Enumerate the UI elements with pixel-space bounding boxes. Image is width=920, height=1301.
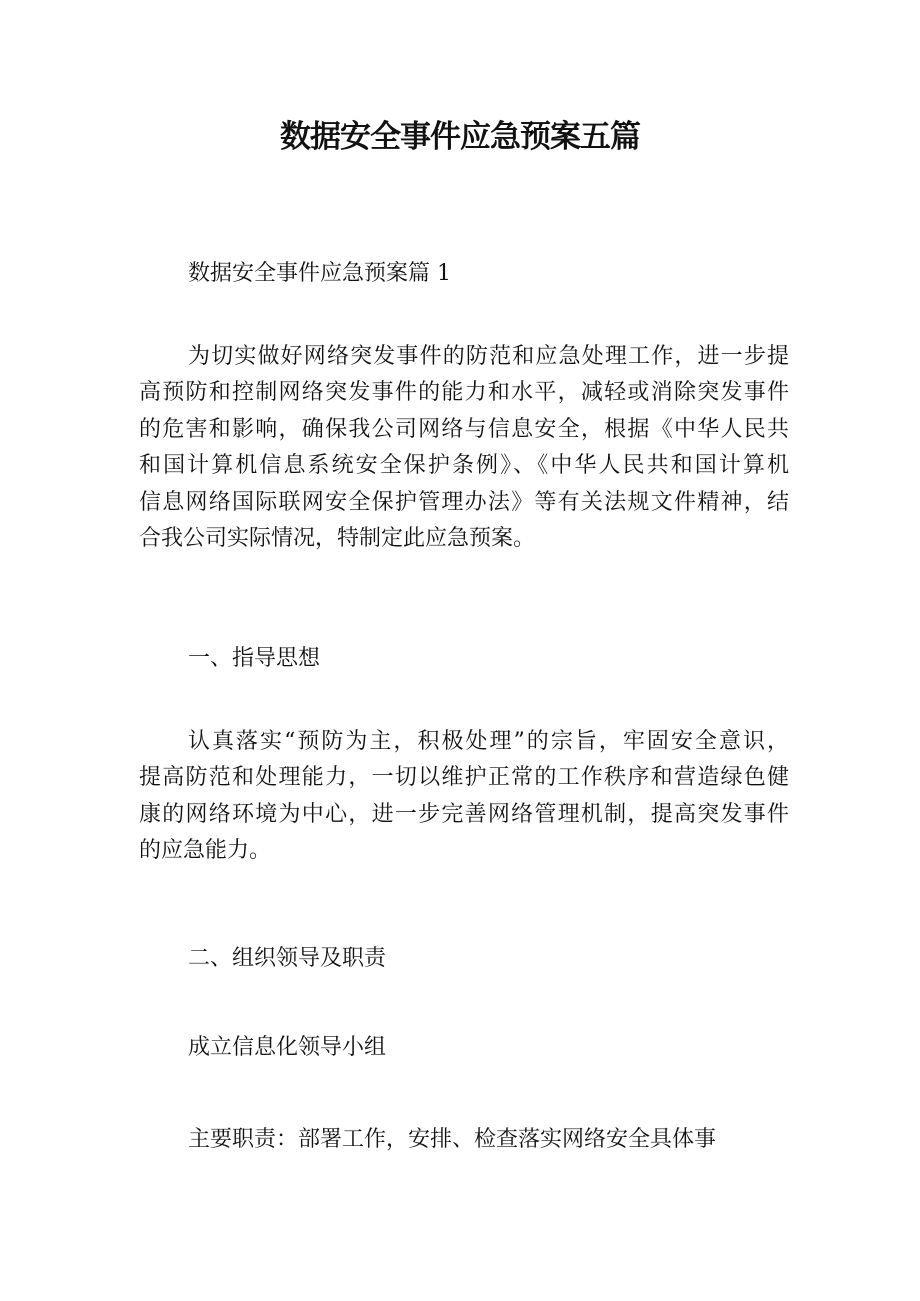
heading-guiding-principle: 一、指导思想 (188, 646, 321, 671)
paragraph-line: 康的网络环境为中心，进一步完善网络管理机制，提高突发事件 (139, 801, 789, 827)
guiding-paragraph (139, 724, 789, 870)
paragraph-line: 为切实做好网络突发事件的防范和应急处理工作，进一步提 (188, 344, 789, 369)
paragraph-line: 高预防和控制网络突发事件的能力和水平，减轻或消除突发事件 (139, 380, 789, 406)
heading-organization: 二、组织领导及职责 (188, 946, 387, 971)
duties-line: 主要职责：部署工作，安排、检查落实网络安全具体事 (188, 1127, 717, 1152)
paragraph-line: 的危害和影响，确保我公司网络与信息安全，根据《中华人民共 (139, 416, 789, 442)
paragraph-line: 合我公司实际情况，特制定此应急预案。 (139, 526, 536, 552)
paragraph-line: 的应急能力。 (139, 838, 272, 864)
paragraph-line: 提高防范和处理能力，一切以维护正常的工作秩序和营造绿色健 (139, 765, 789, 791)
group-line: 成立信息化领导小组 (188, 1035, 387, 1060)
document-title: 数据安全事件应急预案五篇 (280, 119, 640, 155)
intro-paragraph (139, 339, 789, 557)
paragraph-line: 信息网络国际联网安全保护管理办法》等有关法规文件精神，结 (139, 489, 789, 515)
paragraph-line: 和国计算机信息系统安全保护条例》、《中华人民共和国计算机 (139, 453, 789, 479)
section-title: 数据安全事件应急预案篇 1 (188, 261, 451, 286)
paragraph-line: 认真落实“预防为主，积极处理”的宗旨，牢固安全意识， (188, 729, 789, 754)
